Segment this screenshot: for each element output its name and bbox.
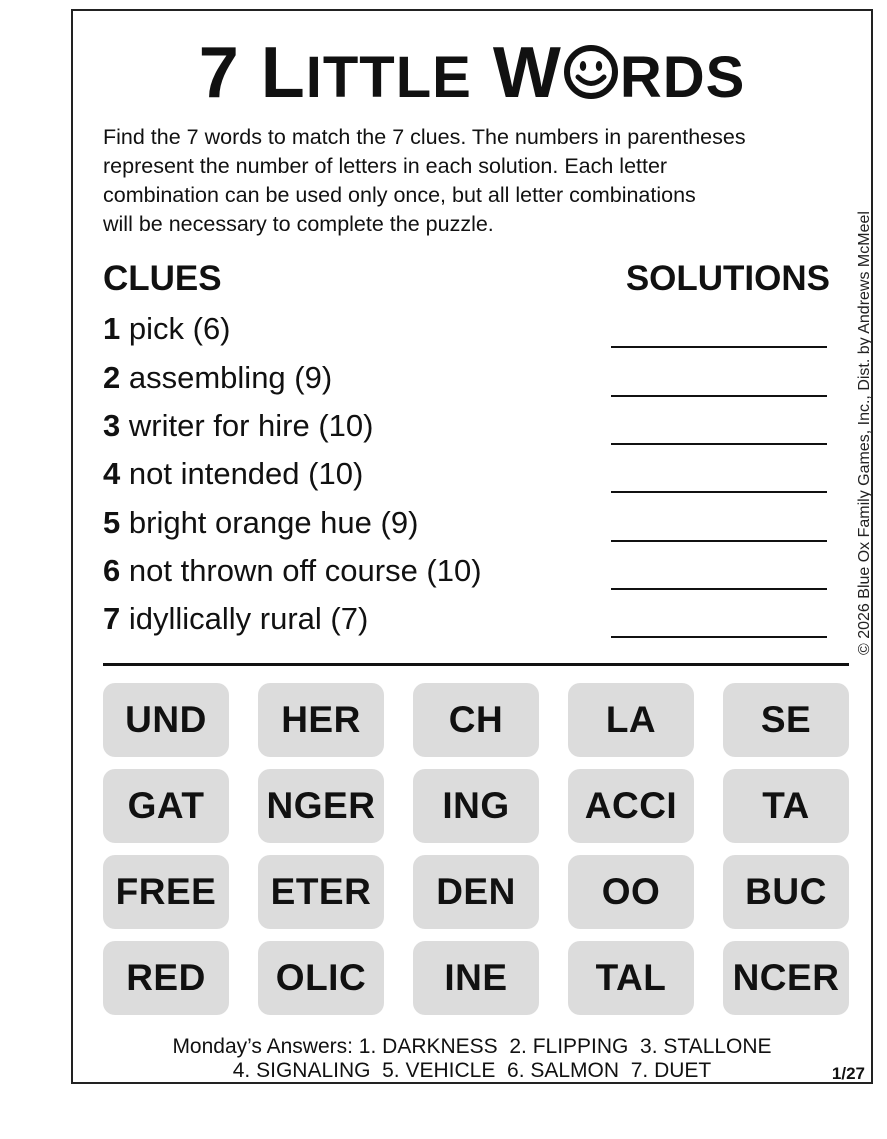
letter-tile[interactable]: ETER (258, 855, 384, 929)
solution-line-3[interactable] (611, 443, 827, 445)
letter-tile[interactable]: HER (258, 683, 384, 757)
instructions (103, 123, 863, 239)
solution-line-2[interactable] (611, 395, 827, 397)
answers-line-2: 4. SIGNALING 5. VEHICLE 6. SALMON 7. DUET (232, 1059, 712, 1082)
letter-tile[interactable]: INE (413, 941, 539, 1015)
clue-number: 4 (103, 456, 121, 491)
letter-tile[interactable]: BUC (723, 855, 849, 929)
clue-text: writer for hire (10) (128, 408, 374, 443)
clue-7 (103, 601, 368, 637)
clue-6 (103, 553, 482, 589)
copyright-notice: © 2026 Blue Ox Family Games, Inc., Dist. by Andrews McMeel (856, 211, 873, 655)
solution-line-1[interactable] (611, 346, 827, 348)
clue-3 (103, 408, 373, 444)
letter-tile[interactable]: UND (103, 683, 229, 757)
clue-text: idyllically rural (7) (128, 601, 369, 636)
instructions-line: will be necessary to complete the puzzle. (103, 212, 494, 236)
solutions-heading: SOLUTIONS (625, 259, 830, 298)
letter-tile[interactable]: TAL (568, 941, 694, 1015)
smiley-face-icon (563, 36, 619, 92)
solution-line-4[interactable] (611, 491, 827, 493)
instructions-line: represent the number of letters in each solution. Each letter (103, 154, 668, 178)
letter-tile[interactable]: CH (413, 683, 539, 757)
clue-text: not thrown off course (10) (128, 553, 482, 588)
clue-text: pick (6) (128, 311, 231, 346)
letter-tile[interactable]: NGER (258, 769, 384, 843)
answers-line-1: Monday’s Answers: 1. DARKNESS 2. FLIPPING 3. STALLONE (172, 1035, 772, 1058)
clue-text: not intended (10) (128, 456, 364, 491)
solution-line-7[interactable] (611, 636, 827, 638)
clue-1 (103, 311, 231, 347)
previous-answers (73, 1035, 871, 1083)
clue-2 (103, 360, 332, 396)
title-part-1: 7 L (198, 33, 306, 113)
letter-tile[interactable]: DEN (413, 855, 539, 929)
clue-number: 3 (103, 408, 121, 443)
title-part-4: RDS (619, 45, 746, 110)
letter-tile[interactable]: TA (723, 769, 849, 843)
title-part-2: ITTLE (305, 45, 472, 110)
instructions-line: Find the 7 words to match the 7 clues. The numbers in parentheses (103, 125, 746, 149)
solution-line-5[interactable] (611, 540, 827, 542)
solution-line-6[interactable] (611, 588, 827, 590)
letter-tile[interactable]: OO (568, 855, 694, 929)
clue-number: 5 (103, 505, 121, 540)
letter-tile[interactable]: GAT (103, 769, 229, 843)
letter-tile[interactable]: ACCI (568, 769, 694, 843)
clue-5 (103, 505, 418, 541)
letter-tile[interactable]: ING (413, 769, 539, 843)
letter-tile[interactable]: SE (723, 683, 849, 757)
clue-number: 6 (103, 553, 121, 588)
letter-tile[interactable]: OLIC (258, 941, 384, 1015)
letter-tile[interactable]: NCER (723, 941, 849, 1015)
clue-number: 1 (103, 311, 121, 346)
title-part-3: W (492, 33, 562, 113)
letter-tile[interactable]: LA (568, 683, 694, 757)
divider (103, 663, 849, 666)
clue-4 (103, 456, 363, 492)
puzzle-title (73, 33, 871, 118)
letter-tile[interactable]: RED (103, 941, 229, 1015)
letter-tile[interactable]: FREE (103, 855, 229, 929)
clues-heading: CLUES (103, 259, 222, 298)
clue-text: assembling (9) (128, 360, 333, 395)
puzzle-date: 1/27 (831, 1064, 865, 1083)
instructions-line: combination can be used only once, but all letter combinations (103, 183, 696, 207)
clue-number: 2 (103, 360, 121, 395)
puzzle-panel (71, 9, 873, 1084)
clue-text: bright orange hue (9) (128, 505, 419, 540)
clue-number: 7 (103, 601, 121, 636)
